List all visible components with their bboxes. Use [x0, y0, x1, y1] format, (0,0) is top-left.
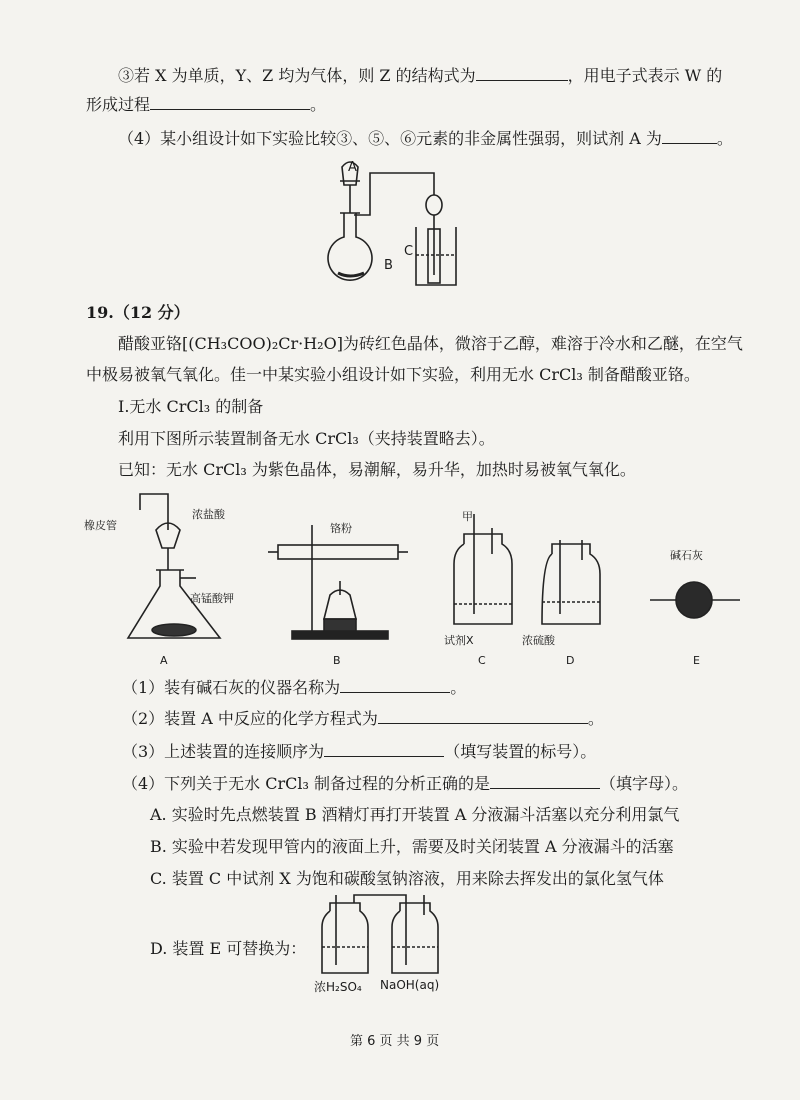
apparatus-b-label: B [333, 654, 341, 667]
apparatus-e-label: E [693, 654, 700, 667]
answer-blank [340, 676, 450, 693]
option-c: C. 装置 C 中试剂 X 为饱和碳酸氢钠溶液，用来除去挥发出的氯化氢气体 [150, 869, 664, 888]
page-footer: 第 6 页 共 9 页 [350, 1034, 440, 1049]
q18-part4: （4）某小组设计如下实验比较③、⑤、⑥元素的非金属性强弱，则试剂 A 为 。 [118, 129, 733, 148]
apparatus-c [448, 514, 518, 634]
reagent-b-label: B [384, 258, 393, 273]
q19-sub1: （1）装有碱石灰的仪器名称为 。 [122, 678, 467, 697]
q19-known-info: 已知：无水 CrCl₃ 为紫色晶体，易潮解，易升华，加热时易被氧气氧化。 [118, 460, 636, 479]
q19-sub4: （4）下列关于无水 CrCl₃ 制备过程的分析正确的是 （填字母）。 [122, 774, 689, 793]
answer-blank [378, 707, 588, 724]
kmno4-label: 高锰酸钾 [190, 592, 234, 605]
chromium-powder-label: 铬粉 [330, 522, 352, 535]
rubber-tube-label: 橡皮管 [84, 519, 117, 532]
question-number: 19.（12 分） [86, 303, 190, 322]
conc-hcl-label: 浓盐酸 [192, 508, 225, 521]
answer-blank [490, 772, 600, 789]
reagent-c-label: C [404, 244, 414, 259]
q19-intro-line2: 中极易被氧气氧化。佳一中某实验小组设计如下实验，利用无水 CrCl₃ 制备醋酸亚铬。 [86, 365, 700, 384]
q19-sub3: （3）上述装置的连接顺序为 （填写装置的标号）。 [122, 742, 597, 761]
conc-h2so4-label: 浓硫酸 [522, 634, 555, 647]
option-d-apparatus [310, 895, 460, 985]
option-b: B. 实验中若发现甲管内的液面上升，需要及时关闭装置 A 分液漏斗的活塞 [150, 837, 674, 856]
answer-blank [662, 127, 717, 144]
tube-jia-label: 甲 [462, 510, 473, 523]
apparatus-c-label: C [478, 654, 486, 667]
option-d: D. 装置 E 可替换为： [150, 939, 307, 958]
reagent-x-label: 试剂X [444, 634, 474, 647]
q19-sub2: （2）装置 A 中反应的化学方程式为 。 [122, 709, 604, 728]
soda-lime-label: 碱石灰 [670, 549, 703, 562]
q19-intro-line1: 醋酸亚铬[(CH₃COO)₂Cr·H₂O]为砖红色晶体，微溶于乙醇，难溶于冷水和乙醚，在空气 [118, 334, 743, 353]
apparatus-e [650, 570, 740, 630]
answer-blank [324, 740, 444, 757]
section-heading: Ⅰ.无水 CrCl₃ 的制备 [118, 397, 264, 416]
reagent-a-label: A [348, 160, 357, 175]
q18-apparatus-diagram [320, 155, 480, 295]
option-d-left-label: 浓H₂SO₄ [314, 980, 362, 994]
apparatus-a-label: A [160, 654, 168, 667]
apparatus-d-label: D [566, 654, 575, 667]
answer-blank [476, 64, 568, 81]
q18-part3-line2: 形成过程 。 [86, 95, 327, 114]
option-a: A. 实验时先点燃装置 B 酒精灯再打开装置 A 分液漏斗活塞以充分利用氯气 [150, 805, 680, 824]
option-d-right-label: NaOH(aq) [380, 978, 440, 992]
q18-part3-line1: ③若 X 为单质，Y、Z 均为气体，则 Z 的结构式为 ，用电子式表示 W 的 [118, 66, 723, 85]
q19-instruction: 利用下图所示装置制备无水 CrCl₃（夹持装置略去）。 [118, 429, 495, 448]
answer-blank [150, 93, 310, 110]
